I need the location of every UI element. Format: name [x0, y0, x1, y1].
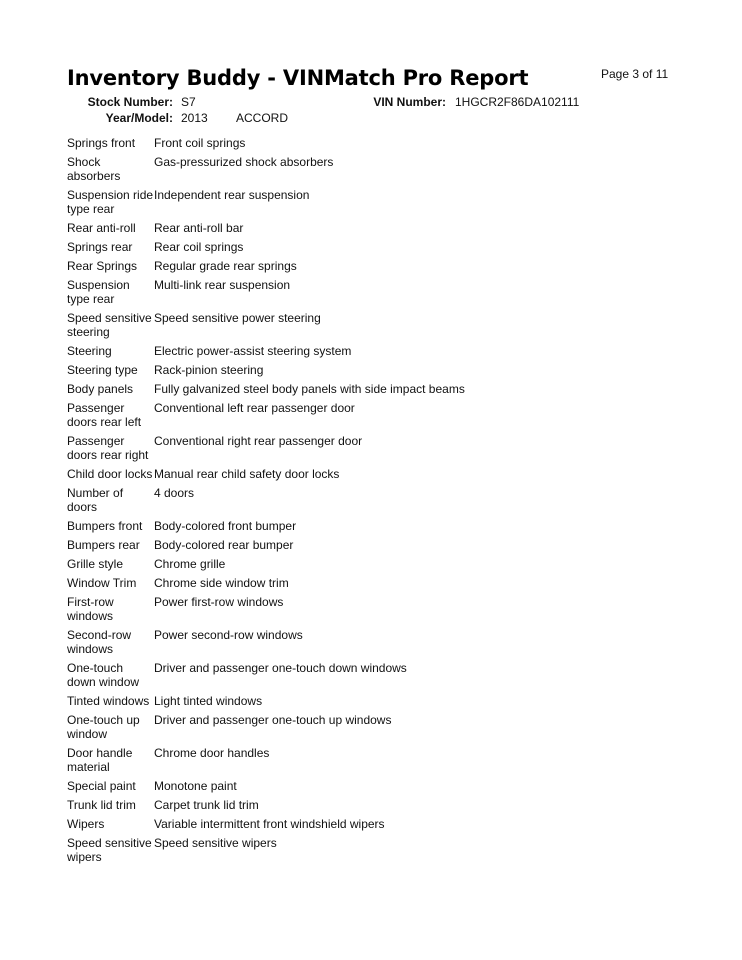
spec-label: Tinted windows — [67, 694, 150, 708]
spec-value: Rear coil springs — [154, 240, 244, 254]
spec-value: 4 doors — [154, 486, 195, 500]
spec-value: Power first-row windows — [154, 595, 284, 609]
spec-label: Second-row windows — [67, 628, 132, 656]
spec-row — [67, 342, 687, 361]
year-value: 2013 — [181, 111, 208, 125]
page-title: Inventory Buddy - VINMatch Pro Report — [67, 66, 529, 90]
spec-value: Manual rear child safety door locks — [154, 467, 340, 481]
spec-row — [67, 484, 687, 517]
spec-value: Carpet trunk lid trim — [154, 798, 259, 812]
spec-label: Suspension type rear — [67, 278, 130, 306]
spec-value: Electric power-assist steering system — [154, 344, 352, 358]
spec-row — [67, 659, 687, 692]
spec-label: Springs rear — [67, 240, 133, 254]
spec-label: Bumpers rear — [67, 538, 140, 552]
spec-label: Door handle material — [67, 746, 133, 774]
spec-label: Number of doors — [67, 486, 124, 514]
spec-value: Power second-row windows — [154, 628, 303, 642]
spec-label: Passenger doors rear right — [67, 434, 149, 462]
spec-label: Speed sensitive steering — [67, 311, 152, 339]
spec-value: Fully galvanized steel body panels with side impact beams — [154, 382, 465, 396]
spec-label: Springs front — [67, 136, 136, 150]
spec-label: Body panels — [67, 382, 134, 396]
spec-value: Variable intermittent front windshield wipers — [154, 817, 385, 831]
page-indicator: Page 3 of 11 — [601, 67, 669, 81]
spec-row — [67, 219, 687, 238]
spec-row — [67, 815, 687, 834]
spec-label: Passenger doors rear left — [67, 401, 142, 429]
spec-row — [67, 238, 687, 257]
spec-row — [67, 834, 687, 867]
spec-row — [67, 399, 687, 432]
spec-label: Rear Springs — [67, 259, 138, 273]
spec-value: Conventional right rear passenger door — [154, 434, 363, 448]
spec-label: Steering — [67, 344, 112, 358]
spec-label: Steering type — [67, 363, 138, 377]
spec-label: One-touch down window — [67, 661, 140, 689]
stock-number-value: S7 — [181, 95, 196, 109]
spec-row — [67, 309, 687, 342]
spec-label: Speed sensitive wipers — [67, 836, 152, 864]
spec-row — [67, 465, 687, 484]
spec-list — [67, 134, 687, 867]
spec-row — [67, 692, 687, 711]
spec-label: One-touch up window — [67, 713, 140, 741]
spec-row — [67, 574, 687, 593]
spec-label: Trunk lid trim — [67, 798, 136, 812]
spec-row — [67, 536, 687, 555]
spec-value: Driver and passenger one-touch up windows — [154, 713, 392, 727]
spec-value: Body-colored front bumper — [154, 519, 297, 533]
spec-row — [67, 796, 687, 815]
spec-value: Driver and passenger one-touch down windows — [154, 661, 407, 675]
spec-value: Speed sensitive power steering — [154, 311, 321, 325]
spec-row — [67, 134, 687, 153]
spec-value: Rack-pinion steering — [154, 363, 264, 377]
stock-number-label: Stock Number: — [87, 95, 173, 109]
spec-row — [67, 555, 687, 574]
spec-label: Shock absorbers — [67, 155, 121, 183]
spec-label: Suspension ride type rear — [67, 188, 154, 216]
spec-value: Monotone paint — [154, 779, 237, 793]
year-model-label: Year/Model: — [105, 111, 173, 125]
spec-row — [67, 777, 687, 796]
spec-row — [67, 593, 687, 626]
spec-value: Body-colored rear bumper — [154, 538, 294, 552]
spec-row — [67, 361, 687, 380]
spec-label: Rear anti-roll — [67, 221, 136, 235]
model-value: ACCORD — [236, 111, 289, 125]
spec-value: Chrome side window trim — [154, 576, 289, 590]
spec-label: Child door locks — [67, 467, 153, 481]
spec-row — [67, 380, 687, 399]
spec-value: Gas-pressurized shock absorbers — [154, 155, 334, 169]
spec-value: Regular grade rear springs — [154, 259, 297, 273]
spec-label: Wipers — [67, 817, 105, 831]
spec-value: Chrome grille — [154, 557, 226, 571]
spec-value: Multi-link rear suspension — [154, 278, 291, 292]
spec-value: Independent rear suspension — [154, 188, 310, 202]
spec-label: Grille style — [67, 557, 124, 571]
spec-row — [67, 626, 687, 659]
spec-row — [67, 711, 687, 744]
spec-value: Conventional left rear passenger door — [154, 401, 355, 415]
spec-value: Rear anti-roll bar — [154, 221, 244, 235]
spec-label: Special paint — [67, 779, 136, 793]
vin-number-label: VIN Number: — [373, 95, 446, 109]
spec-value: Speed sensitive wipers — [154, 836, 277, 850]
spec-row — [67, 257, 687, 276]
spec-row — [67, 186, 687, 219]
spec-row — [67, 744, 687, 777]
spec-row — [67, 432, 687, 465]
spec-value: Light tinted windows — [154, 694, 263, 708]
spec-row — [67, 153, 687, 186]
spec-row — [67, 276, 687, 309]
vin-number-value: 1HGCR2F86DA102111 — [455, 95, 580, 109]
spec-row — [67, 517, 687, 536]
spec-label: Bumpers front — [67, 519, 143, 533]
spec-value: Front coil springs — [154, 136, 246, 150]
spec-label: First-row windows — [67, 595, 114, 623]
spec-label: Window Trim — [67, 576, 137, 590]
spec-value: Chrome door handles — [154, 746, 270, 760]
